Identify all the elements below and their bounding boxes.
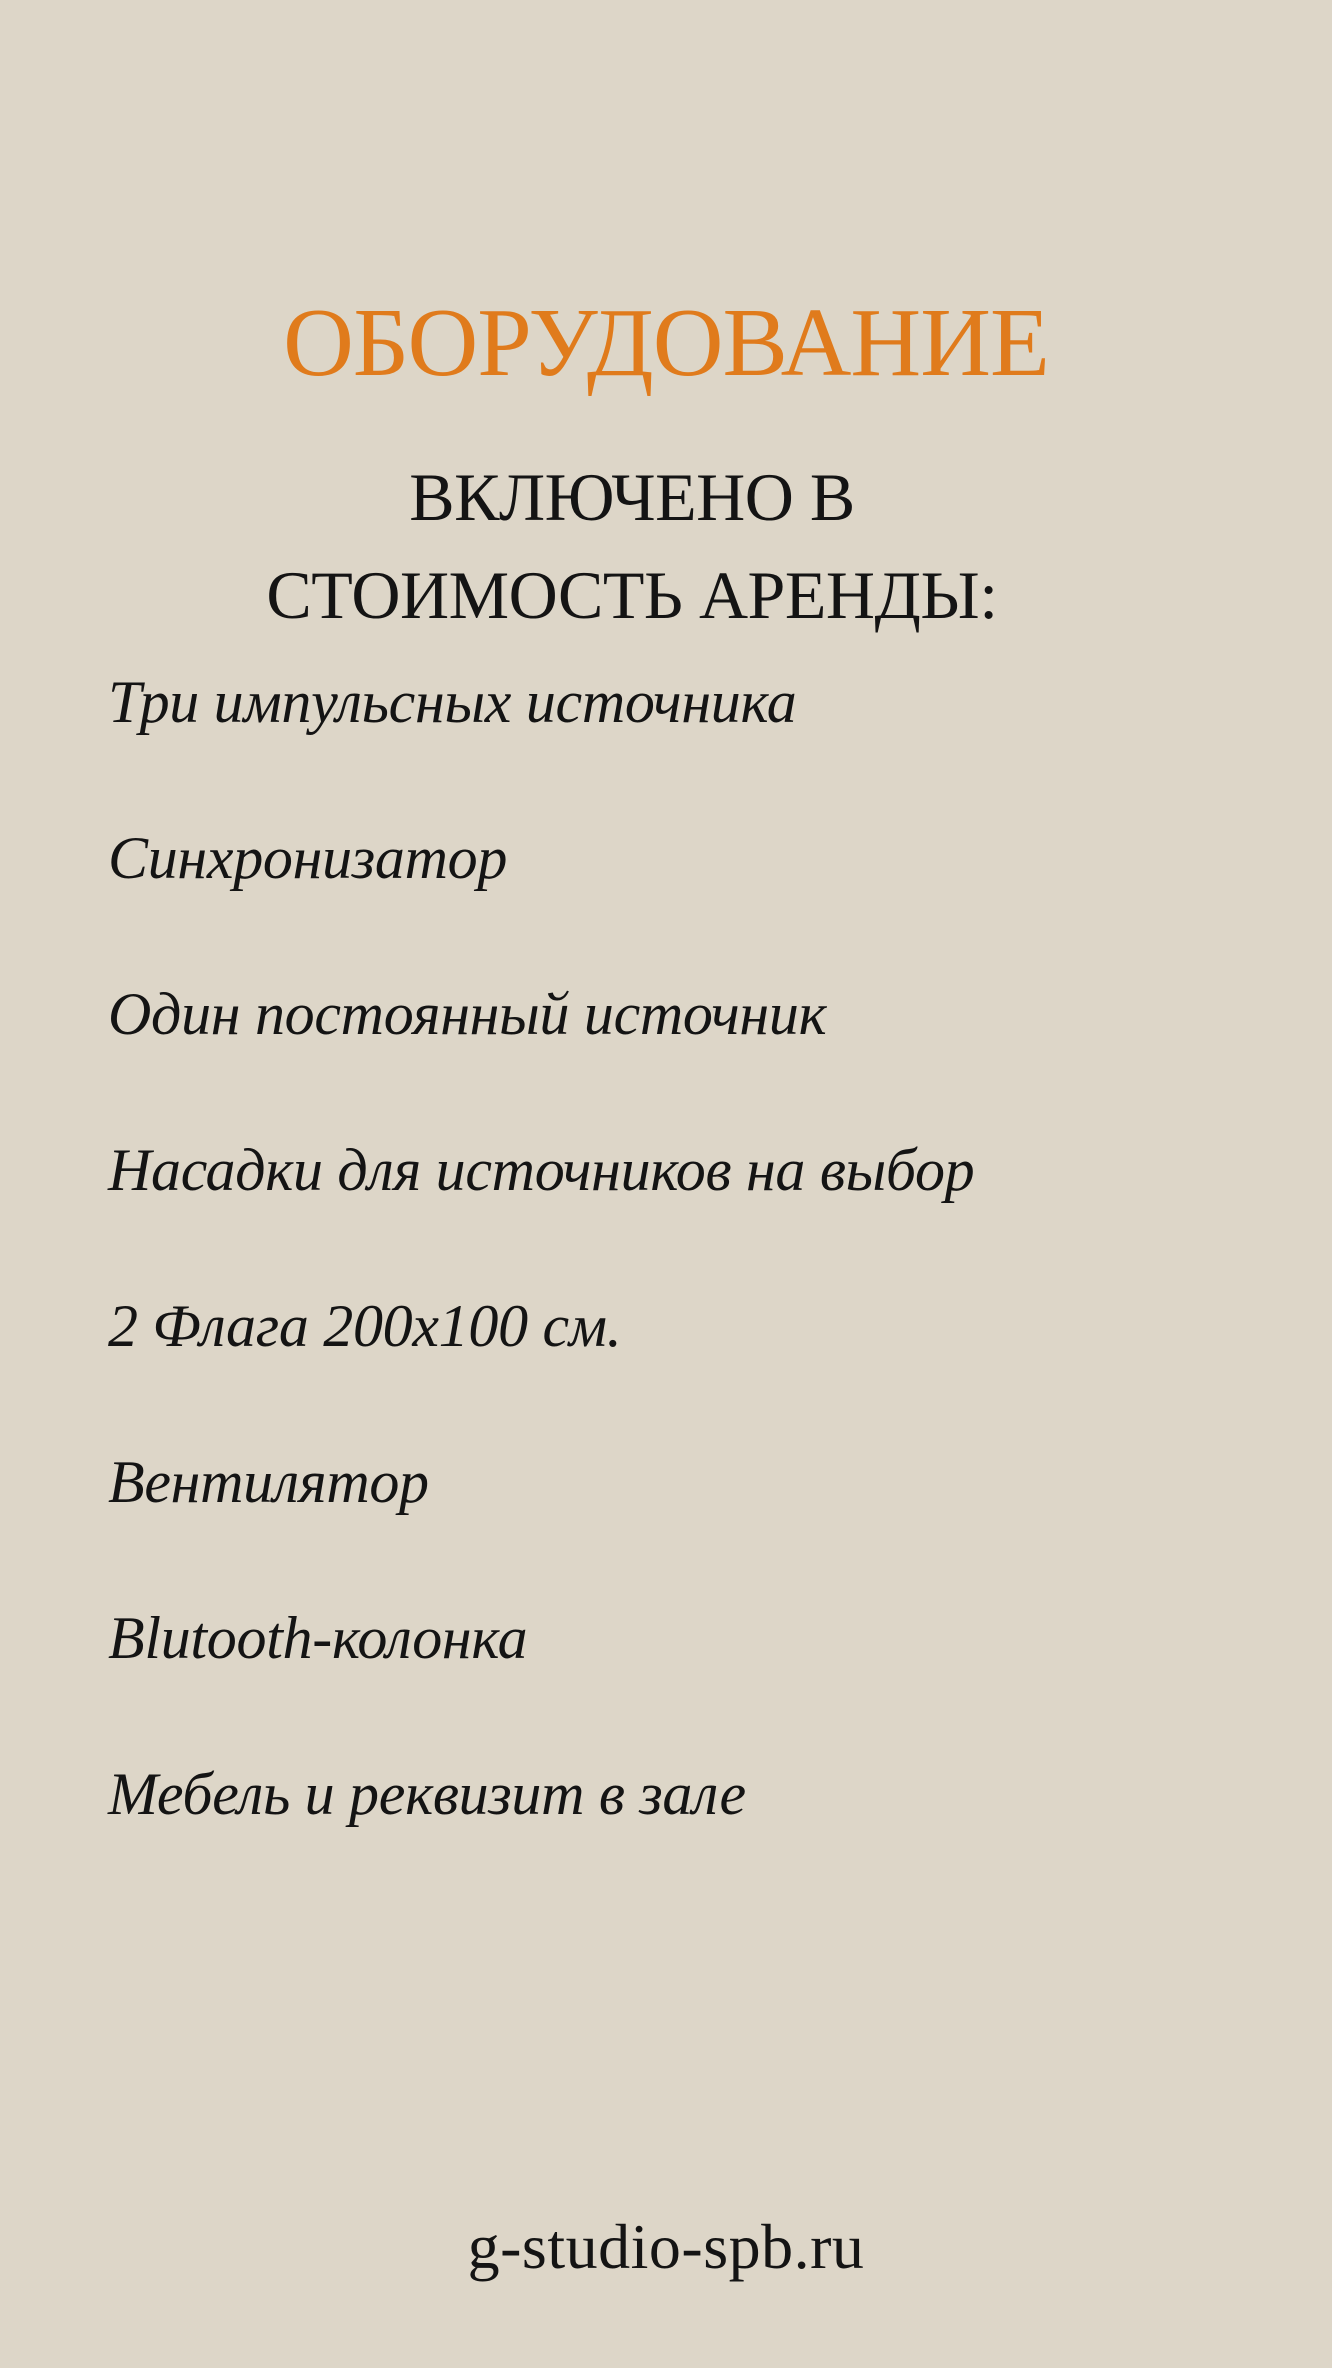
- list-item: Три импульсных источника: [108, 669, 797, 735]
- list-item: Один постоянный источник: [108, 981, 827, 1047]
- list-item: Вентилятор: [108, 1449, 429, 1515]
- website-link[interactable]: g-studio-spb.ru: [467, 2211, 865, 2282]
- subtitle-line-2: СТОИМОСТЬ АРЕНДЫ:: [266, 557, 998, 633]
- subtitle-line-1: ВКЛЮЧЕНО В: [409, 459, 855, 535]
- page-subtitle: [0, 448, 1264, 644]
- list-item: Blutooth-колонка: [108, 1605, 528, 1671]
- page-title: ОБОРУДОВАНИЕ: [283, 289, 1049, 397]
- list-item: Мебель и реквизит в зале: [108, 1761, 746, 1827]
- list-item: Синхронизатор: [108, 825, 508, 891]
- list-item: 2 Флага 200х100 см.: [108, 1293, 622, 1359]
- equipment-list: [108, 665, 1258, 1913]
- list-item: Насадки для источников на выбор: [108, 1137, 975, 1203]
